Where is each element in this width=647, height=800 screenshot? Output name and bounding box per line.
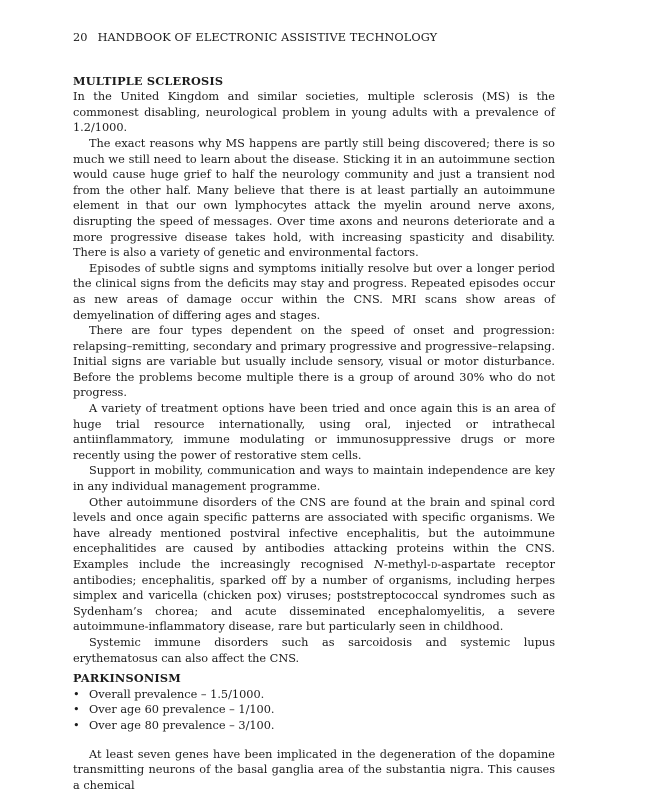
small-caps-d: d — [430, 558, 438, 571]
page-number: 20 — [73, 31, 88, 44]
paragraph: Support in mobility, communication and ways to maintain independence are key in any individual management programme. — [73, 464, 555, 494]
document-page — [73, 30, 555, 793]
list-item: • Overall prevalence – 1.5/1000. — [73, 687, 555, 703]
paragraph: There are four types dependent on the speed of onset and progression: relapsing–remitting, secondary and primary progressive and progressive–relapsing. Initial signs are variable but usually include sensory, visual or motor disturbance. Before the problems become multiple there is a group of around 30% who do not progress. — [73, 324, 555, 400]
prevalence-list — [73, 687, 555, 734]
section-multiple-sclerosis — [73, 74, 555, 667]
section-heading-parkinsonism: PARKINSONISM — [73, 671, 181, 686]
text-run: Other autoimmune disorders of the CNS are found at the brain and spinal cord levels and once again specific patterns are associated with specific organisms. We have already mentioned postviral infective encephalitis, but the autoimmune encephalitides are caused by antibodies attacking proteins within the CNS. Examples include the increasingly recognised — [73, 495, 555, 571]
paragraph: At least seven genes have been implicated in the degeneration of the dopamine transmitting neurons of the basal ganglia area of the substantia nigra. This causes a chemical — [73, 747, 555, 792]
paragraph — [73, 495, 555, 635]
text-run: -methyl- — [384, 558, 431, 571]
section-heading-ms: MULTIPLE SCLEROSIS — [73, 73, 224, 88]
section-parkinsonism — [73, 671, 555, 793]
list-item: • Over age 80 prevalence – 3/100. — [73, 718, 555, 734]
paragraph: In the United Kingdom and similar societies, multiple sclerosis (MS) is the commonest disabling, neurological problem in young adults with a prevalence of 1.2/1000. — [73, 90, 555, 135]
book-title: HANDBOOK OF ELECTRONIC ASSISTIVE TECHNOLOGY — [97, 31, 438, 44]
paragraph: A variety of treatment options have been tried and once again this is an area of huge trial resource internationally, using oral, injected or intrathecal antiinflammatory, immune modulating or immunosuppressive drugs or more recently using the power of restorative stem cells. — [73, 402, 555, 462]
italic-n: N — [374, 558, 384, 571]
running-header — [73, 30, 555, 46]
text-run: -aspartate receptor antibodies; encephalitis, sparked off by a number of organisms, including herpes simplex and varicella (chicken pox) viruses; poststreptococcal syndromes such as Sydenham’s chorea; and acute disseminated encephalomyelitis, a severe autoimmune-inflammatory disease, rare but particularly seen in childhood. — [73, 558, 555, 634]
list-item: • Over age 60 prevalence – 1/100. — [73, 702, 555, 718]
paragraph: Episodes of subtle signs and symptoms initially resolve but over a longer period the clinical signs from the deficits may stay and progress. Repeated episodes occur as new areas of damage occur within the CNS. MRI scans show areas of demyelination of differing ages and stages. — [73, 261, 555, 322]
paragraph: The exact reasons why MS happens are partly still being discovered; there is so much we still need to learn about the disease. Sticking it in an autoimmune section would cause huge grief to half the neurology community and just a transient nod from the other half. Many believe that there is at least partially an autoimmune element in that our own lymphocytes attack the myelin around nerve axons, disrupting the speed of messages. Over time axons and neurons deteriorate and a more progressive disease takes hold, with increasing spasticity and disability. There is also a variety of genetic and environmental factors. — [73, 136, 555, 260]
paragraph: Systemic immune disorders such as sarcoidosis and systemic lupus erythematosus can also affect the CNS. — [73, 635, 555, 665]
